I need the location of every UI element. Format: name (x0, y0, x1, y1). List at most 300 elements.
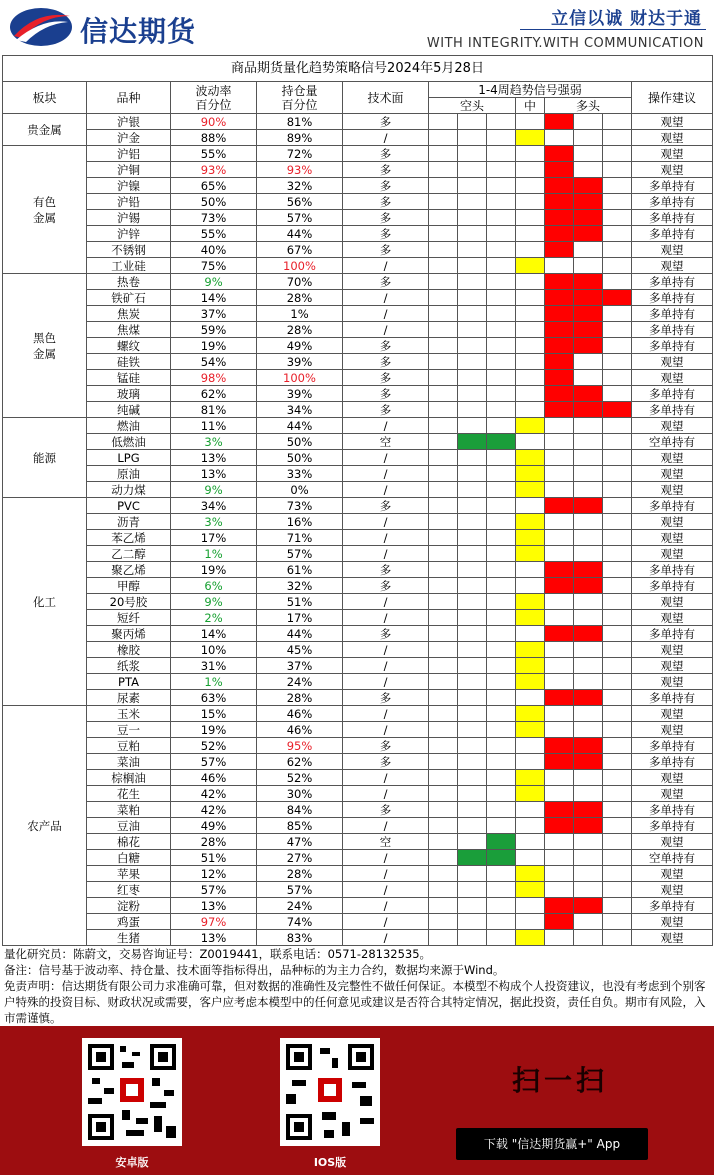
signal-cell (516, 162, 545, 178)
signal-cell (545, 370, 574, 386)
table-row (3, 418, 713, 434)
signal-cell (429, 850, 458, 866)
technical-cell: 多 (343, 386, 429, 402)
signal-cell (603, 162, 632, 178)
signal-cell (458, 546, 487, 562)
signal-cell (603, 674, 632, 690)
openinterest-cell: 100% (257, 370, 343, 386)
signal-cell (516, 306, 545, 322)
signal-cell (516, 114, 545, 130)
signal-cell (603, 386, 632, 402)
volatility-cell: 97% (171, 914, 257, 930)
signal-cell (516, 258, 545, 274)
volatility-cell: 57% (171, 754, 257, 770)
signal-cell (516, 274, 545, 290)
signal-cell (429, 914, 458, 930)
signal-cell (429, 690, 458, 706)
openinterest-cell: 62% (257, 754, 343, 770)
signal-cell (603, 658, 632, 674)
table-row (3, 658, 713, 674)
openinterest-cell: 28% (257, 290, 343, 306)
signal-cell (603, 194, 632, 210)
openinterest-cell: 85% (257, 818, 343, 834)
qr-code-icon (82, 1038, 182, 1146)
signal-cell (516, 930, 545, 946)
openinterest-cell: 81% (257, 114, 343, 130)
volatility-cell: 42% (171, 802, 257, 818)
variety-cell: 沪银 (87, 114, 171, 130)
signal-cell (545, 882, 574, 898)
table-row (3, 786, 713, 802)
signal-cell (516, 786, 545, 802)
advice-cell: 观望 (632, 770, 713, 786)
signal-cell (458, 690, 487, 706)
openinterest-cell: 30% (257, 786, 343, 802)
signal-cell (516, 178, 545, 194)
signal-cell (545, 546, 574, 562)
signal-cell (458, 466, 487, 482)
signal-cell (429, 594, 458, 610)
variety-cell: 铁矿石 (87, 290, 171, 306)
signal-cell (516, 610, 545, 626)
advice-cell: 观望 (632, 706, 713, 722)
table-row (3, 242, 713, 258)
signal-cell (487, 802, 516, 818)
signal-cell (516, 818, 545, 834)
ios-label: IOS版 (313, 1156, 347, 1169)
advice-cell: 多单持有 (632, 290, 713, 306)
signal-cell (487, 658, 516, 674)
signal-cell (458, 722, 487, 738)
technical-cell: / (343, 290, 429, 306)
signal-cell (429, 178, 458, 194)
volatility-cell: 6% (171, 578, 257, 594)
signal-cell (429, 530, 458, 546)
signal-cell (487, 546, 516, 562)
advice-cell: 观望 (632, 114, 713, 130)
technical-cell: / (343, 466, 429, 482)
advice-cell: 观望 (632, 354, 713, 370)
technical-cell: 多 (343, 354, 429, 370)
advice-cell: 多单持有 (632, 194, 713, 210)
advice-cell: 多单持有 (632, 578, 713, 594)
advice-cell: 多单持有 (632, 898, 713, 914)
table-row (3, 722, 713, 738)
signal-cell (516, 210, 545, 226)
signal-cell (516, 754, 545, 770)
volatility-cell: 12% (171, 866, 257, 882)
signal-cell (516, 386, 545, 402)
variety-cell: 短纤 (87, 610, 171, 626)
signal-cell (574, 642, 603, 658)
signal-cell (458, 258, 487, 274)
signal-cell (603, 706, 632, 722)
signal-cell (545, 178, 574, 194)
openinterest-cell: 44% (257, 626, 343, 642)
signal-cell (487, 786, 516, 802)
advice-cell: 观望 (632, 930, 713, 946)
openinterest-cell: 46% (257, 722, 343, 738)
signal-cell (545, 386, 574, 402)
openinterest-cell: 46% (257, 706, 343, 722)
openinterest-cell: 37% (257, 658, 343, 674)
sector-cell: 黑色 金属 (3, 274, 87, 418)
openinterest-cell: 0% (257, 482, 343, 498)
table-row (3, 530, 713, 546)
advice-cell: 观望 (632, 594, 713, 610)
signal-cell (574, 546, 603, 562)
variety-cell: 玻璃 (87, 386, 171, 402)
signal-cell (429, 434, 458, 450)
variety-cell: 动力煤 (87, 482, 171, 498)
variety-cell: 焦炭 (87, 306, 171, 322)
signal-cell (458, 242, 487, 258)
signal-cell (603, 610, 632, 626)
signal-cell (516, 802, 545, 818)
signal-cell (545, 706, 574, 722)
technical-cell: 多 (343, 754, 429, 770)
signal-cell (487, 642, 516, 658)
signal-cell (545, 770, 574, 786)
signal-cell (603, 930, 632, 946)
signal-cell (574, 402, 603, 418)
table-row (3, 354, 713, 370)
signal-cell (487, 930, 516, 946)
openinterest-cell: 95% (257, 738, 343, 754)
signal-cell (545, 130, 574, 146)
signal-cell (574, 690, 603, 706)
signal-cell (574, 114, 603, 130)
technical-cell: / (343, 322, 429, 338)
volatility-cell: 13% (171, 930, 257, 946)
openinterest-cell: 45% (257, 642, 343, 658)
variety-cell: 尿素 (87, 690, 171, 706)
openinterest-cell: 28% (257, 866, 343, 882)
signal-cell (603, 546, 632, 562)
volatility-cell: 9% (171, 482, 257, 498)
signal-cell (429, 354, 458, 370)
openinterest-cell: 50% (257, 434, 343, 450)
ios-qr-code[interactable] (280, 1038, 380, 1146)
signal-cell (429, 866, 458, 882)
signal-cell (545, 818, 574, 834)
signal-cell (516, 866, 545, 882)
advice-cell: 多单持有 (632, 690, 713, 706)
volatility-cell: 55% (171, 146, 257, 162)
variety-cell: 橡胶 (87, 642, 171, 658)
variety-cell: 热卷 (87, 274, 171, 290)
signal-cell (574, 658, 603, 674)
signal-cell (429, 930, 458, 946)
advice-cell: 多单持有 (632, 738, 713, 754)
table-row (3, 930, 713, 946)
android-qr-code[interactable] (82, 1038, 182, 1146)
signal-cell (516, 370, 545, 386)
variety-cell: 沪金 (87, 130, 171, 146)
volatility-cell: 13% (171, 466, 257, 482)
advice-cell: 观望 (632, 786, 713, 802)
signal-cell (429, 162, 458, 178)
advice-cell: 观望 (632, 610, 713, 626)
signal-cell (545, 786, 574, 802)
table-row (3, 370, 713, 386)
signal-cell (574, 754, 603, 770)
openinterest-cell: 57% (257, 210, 343, 226)
signal-cell (429, 210, 458, 226)
table-row (3, 626, 713, 642)
variety-cell: 甲醇 (87, 578, 171, 594)
signal-cell (458, 210, 487, 226)
signal-cell (429, 882, 458, 898)
signal-cell (516, 338, 545, 354)
signal-cell (574, 514, 603, 530)
signal-cell (487, 850, 516, 866)
signal-cell (429, 498, 458, 514)
signal-cell (574, 354, 603, 370)
signal-cell (487, 434, 516, 450)
volatility-cell: 31% (171, 658, 257, 674)
volatility-cell: 13% (171, 898, 257, 914)
table-row (3, 738, 713, 754)
signal-cell (603, 690, 632, 706)
advice-cell: 观望 (632, 722, 713, 738)
volatility-cell: 3% (171, 434, 257, 450)
advice-cell: 多单持有 (632, 498, 713, 514)
signal-cell (487, 290, 516, 306)
signal-cell (429, 386, 458, 402)
signal-cell (487, 914, 516, 930)
table-row (3, 162, 713, 178)
download-app-button[interactable]: 下载 "信达期货赢+" App (456, 1128, 648, 1160)
openinterest-cell: 24% (257, 898, 343, 914)
signal-cell (545, 674, 574, 690)
signal-cell (458, 530, 487, 546)
signal-cell (516, 418, 545, 434)
signal-table (2, 55, 713, 946)
signal-cell (545, 578, 574, 594)
advice-cell: 观望 (632, 450, 713, 466)
signal-cell (603, 130, 632, 146)
signal-cell (603, 818, 632, 834)
header-advice: 操作建议 (632, 82, 713, 114)
technical-cell: 多 (343, 578, 429, 594)
signal-cell (516, 434, 545, 450)
technical-cell: 多 (343, 210, 429, 226)
technical-cell: / (343, 594, 429, 610)
signal-cell (458, 434, 487, 450)
openinterest-cell: 89% (257, 130, 343, 146)
table-row (3, 546, 713, 562)
header-long: 多头 (545, 98, 632, 114)
advice-cell: 观望 (632, 162, 713, 178)
signal-cell (487, 722, 516, 738)
header-volatility: 波动率 百分位 (171, 82, 257, 114)
signal-cell (545, 530, 574, 546)
signal-cell (429, 818, 458, 834)
signal-cell (574, 322, 603, 338)
signal-cell (603, 770, 632, 786)
signal-cell (603, 530, 632, 546)
table-row (3, 834, 713, 850)
signal-cell (603, 882, 632, 898)
volatility-cell: 57% (171, 882, 257, 898)
signal-cell (487, 610, 516, 626)
signal-cell (487, 578, 516, 594)
signal-cell (574, 258, 603, 274)
signal-cell (458, 818, 487, 834)
signal-cell (574, 626, 603, 642)
signal-cell (545, 850, 574, 866)
table-row (3, 402, 713, 418)
volatility-cell: 28% (171, 834, 257, 850)
variety-cell: 燃油 (87, 418, 171, 434)
volatility-cell: 14% (171, 626, 257, 642)
signal-cell (458, 114, 487, 130)
signal-cell (545, 434, 574, 450)
volatility-cell: 73% (171, 210, 257, 226)
signal-cell (429, 898, 458, 914)
advice-cell: 观望 (632, 242, 713, 258)
signal-cell (574, 274, 603, 290)
volatility-cell: 65% (171, 178, 257, 194)
signal-cell (516, 834, 545, 850)
signal-cell (429, 274, 458, 290)
signal-cell (545, 338, 574, 354)
signal-cell (487, 258, 516, 274)
advice-cell: 观望 (632, 258, 713, 274)
volatility-cell: 55% (171, 226, 257, 242)
signal-cell (574, 306, 603, 322)
variety-cell: 花生 (87, 786, 171, 802)
signal-cell (574, 194, 603, 210)
openinterest-cell: 56% (257, 194, 343, 210)
signal-cell (574, 674, 603, 690)
signal-cell (516, 354, 545, 370)
signal-cell (545, 498, 574, 514)
signal-cell (574, 386, 603, 402)
signal-cell (458, 482, 487, 498)
volatility-cell: 90% (171, 114, 257, 130)
volatility-cell: 52% (171, 738, 257, 754)
signal-cell (429, 546, 458, 562)
advice-cell: 观望 (632, 914, 713, 930)
signal-cell (603, 242, 632, 258)
variety-cell: 乙二醇 (87, 546, 171, 562)
table-row (3, 866, 713, 882)
signal-cell (574, 914, 603, 930)
signal-cell (487, 370, 516, 386)
signal-cell (458, 370, 487, 386)
signal-cell (458, 834, 487, 850)
signal-cell (545, 914, 574, 930)
signal-cell (487, 418, 516, 434)
signal-cell (516, 402, 545, 418)
signal-cell (516, 130, 545, 146)
logo-text: 信达期货 (80, 15, 197, 48)
signal-cell (545, 562, 574, 578)
signal-cell (545, 322, 574, 338)
advice-cell: 观望 (632, 466, 713, 482)
signal-cell (458, 418, 487, 434)
signal-cell (487, 626, 516, 642)
signal-cell (487, 738, 516, 754)
table-row (3, 146, 713, 162)
signal-cell (516, 770, 545, 786)
signal-cell (574, 738, 603, 754)
logo-icon (8, 6, 74, 48)
signal-cell (458, 786, 487, 802)
signal-cell (458, 514, 487, 530)
signal-cell (487, 498, 516, 514)
technical-cell: 多 (343, 498, 429, 514)
signal-cell (458, 338, 487, 354)
header-openinterest: 持仓量 百分位 (257, 82, 343, 114)
signal-cell (487, 354, 516, 370)
variety-cell: 苯乙烯 (87, 530, 171, 546)
signal-cell (429, 722, 458, 738)
header-variety: 品种 (87, 82, 171, 114)
table-row (3, 450, 713, 466)
advice-cell: 多单持有 (632, 210, 713, 226)
volatility-cell: 93% (171, 162, 257, 178)
openinterest-cell: 24% (257, 674, 343, 690)
advice-cell: 观望 (632, 514, 713, 530)
signal-cell (603, 418, 632, 434)
signal-cell (574, 178, 603, 194)
signal-cell (603, 274, 632, 290)
signal-cell (429, 450, 458, 466)
openinterest-cell: 47% (257, 834, 343, 850)
signal-cell (516, 498, 545, 514)
advice-cell: 多单持有 (632, 338, 713, 354)
signal-cell (603, 290, 632, 306)
signal-cell (458, 402, 487, 418)
signal-cell (545, 642, 574, 658)
footer-remark: 备注：信号基于波动率、持仓量、技术面等指标得出，品种标的为主力合约，数据均来源于Wind。 (4, 963, 505, 977)
signal-cell (458, 274, 487, 290)
table-row (3, 322, 713, 338)
signal-cell (516, 290, 545, 306)
signal-cell (516, 642, 545, 658)
variety-cell: 硅铁 (87, 354, 171, 370)
openinterest-cell: 84% (257, 802, 343, 818)
volatility-cell: 9% (171, 594, 257, 610)
signal-cell (516, 562, 545, 578)
variety-cell: 锰硅 (87, 370, 171, 386)
variety-cell: 沪铝 (87, 146, 171, 162)
variety-cell: 原油 (87, 466, 171, 482)
table-row (3, 226, 713, 242)
openinterest-cell: 74% (257, 914, 343, 930)
technical-cell: 多 (343, 690, 429, 706)
technical-cell: 多 (343, 178, 429, 194)
variety-cell: 工业硅 (87, 258, 171, 274)
signal-cell (487, 882, 516, 898)
signal-cell (545, 754, 574, 770)
signal-cell (458, 882, 487, 898)
signal-cell (516, 594, 545, 610)
signal-cell (603, 850, 632, 866)
signal-cell (516, 914, 545, 930)
advice-cell: 多单持有 (632, 818, 713, 834)
openinterest-cell: 100% (257, 258, 343, 274)
signal-cell (487, 210, 516, 226)
volatility-cell: 15% (171, 706, 257, 722)
openinterest-cell: 57% (257, 546, 343, 562)
sector-cell: 化工 (3, 498, 87, 706)
signal-cell (458, 162, 487, 178)
advice-cell: 观望 (632, 546, 713, 562)
